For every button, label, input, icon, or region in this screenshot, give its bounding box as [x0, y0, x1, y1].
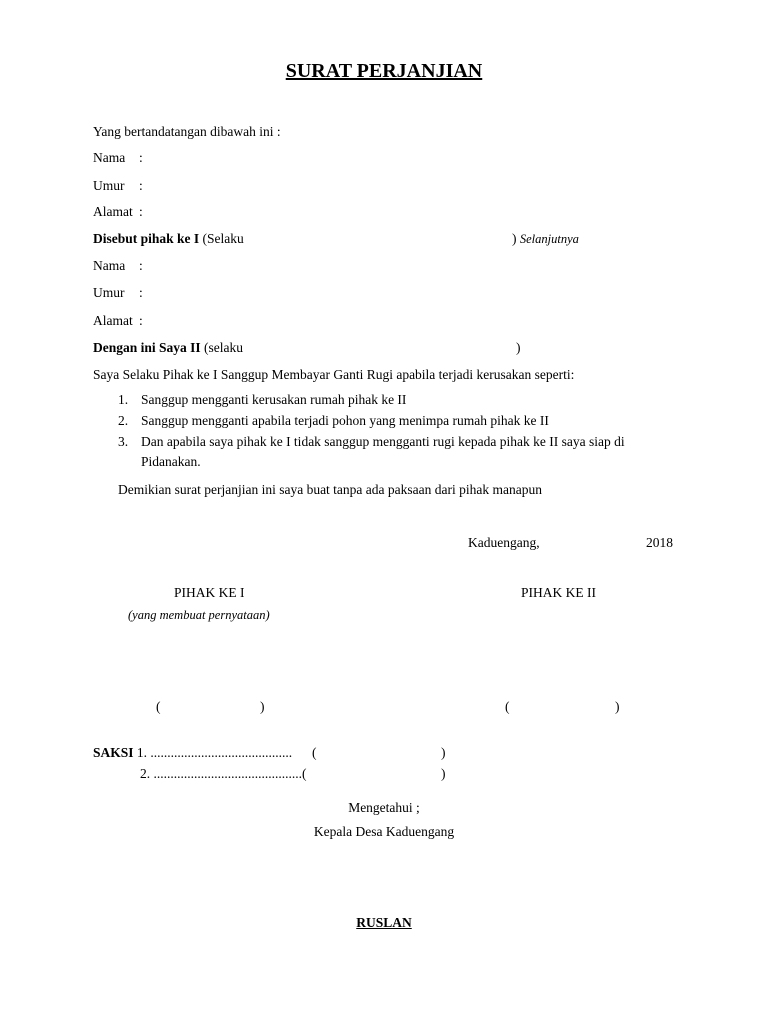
party2-name-label: Nama — [93, 258, 126, 273]
signature-right-label: PIHAK KE II — [521, 585, 596, 600]
party2-age-colon: : — [139, 285, 143, 300]
witness-1-close: ) — [441, 745, 446, 760]
official-title: Kepala Desa Kaduengang — [313, 824, 455, 839]
year: 2018 — [646, 535, 673, 550]
party2-address-colon: : — [139, 313, 143, 328]
party1-address-colon: : — [139, 204, 143, 219]
witness-line-1 — [93, 745, 292, 761]
party2-designation — [93, 340, 243, 356]
signature-left-open: ( — [156, 699, 161, 714]
list-item-3-number: 3. — [118, 434, 129, 449]
party2-designation-close: ) — [516, 340, 521, 355]
witness-2-close: ) — [441, 766, 446, 781]
party2-age-label: Umur — [93, 285, 125, 300]
party2-designation-open: (selaku — [204, 340, 244, 355]
list-item-2-text: Sanggup mengganti apabila terjadi pohon yang menimpa rumah pihak ke II — [141, 413, 549, 428]
party1-name-colon: : — [139, 150, 143, 165]
party1-name-label: Nama — [93, 150, 126, 165]
party1-age-colon: : — [139, 178, 143, 193]
party1-designation-open: (Selaku — [202, 231, 244, 246]
party2-name-colon: : — [139, 258, 143, 273]
witness-2-dots: 2. ............................................( — [140, 766, 307, 781]
closing-statement: Demikian surat perjanjian ini saya buat tanpa ada paksaan dari pihak manapun — [118, 482, 542, 497]
party1-address-label: Alamat — [93, 204, 133, 219]
list-item-3-text: Dan apabila saya pihak ke I tidak sanggup mengganti rugi kepada pihak ke II saya siap di — [141, 434, 625, 449]
list-item-2-number: 2. — [118, 413, 129, 428]
witness-1-dots: 1. .......................................... — [136, 745, 293, 760]
place: Kaduengang, — [468, 535, 540, 550]
party1-designation-bold: Disebut pihak ke I — [93, 231, 200, 246]
signature-left-label: PIHAK KE I — [174, 585, 245, 600]
signature-right-close: ) — [615, 699, 620, 714]
party1-age-label: Umur — [93, 178, 125, 193]
party1-designation-tail: Selanjutnya — [519, 232, 579, 246]
signature-right-open: ( — [505, 699, 510, 714]
list-item-1-number: 1. — [118, 392, 129, 407]
list-item-1-text: Sanggup mengganti kerusakan rumah pihak ke II — [141, 392, 407, 407]
party1-designation — [93, 231, 244, 247]
statement: Saya Selaku Pihak ke I Sanggup Membayar Ganti Rugi apabila terjadi kerusakan seperti: — [93, 367, 575, 382]
signature-left-close: ) — [260, 699, 265, 714]
party2-address-label: Alamat — [93, 313, 133, 328]
official-name: RUSLAN — [356, 915, 412, 930]
signature-left-note: (yang membuat pernyataan) — [128, 608, 270, 622]
list-item-3-continuation: Pidanakan. — [141, 454, 201, 469]
party1-close-paren: ) — [512, 231, 517, 246]
witness-1-open: ( — [312, 745, 317, 760]
witness-label: SAKSI — [93, 745, 134, 760]
acknowledge: Mengetahui ; — [348, 800, 420, 815]
intro-line: Yang bertandatangan dibawah ini : — [93, 124, 281, 139]
party2-designation-bold: Dengan ini Saya II — [93, 340, 201, 355]
document-title: SURAT PERJANJIAN — [285, 60, 483, 82]
party1-designation-close — [512, 231, 579, 247]
